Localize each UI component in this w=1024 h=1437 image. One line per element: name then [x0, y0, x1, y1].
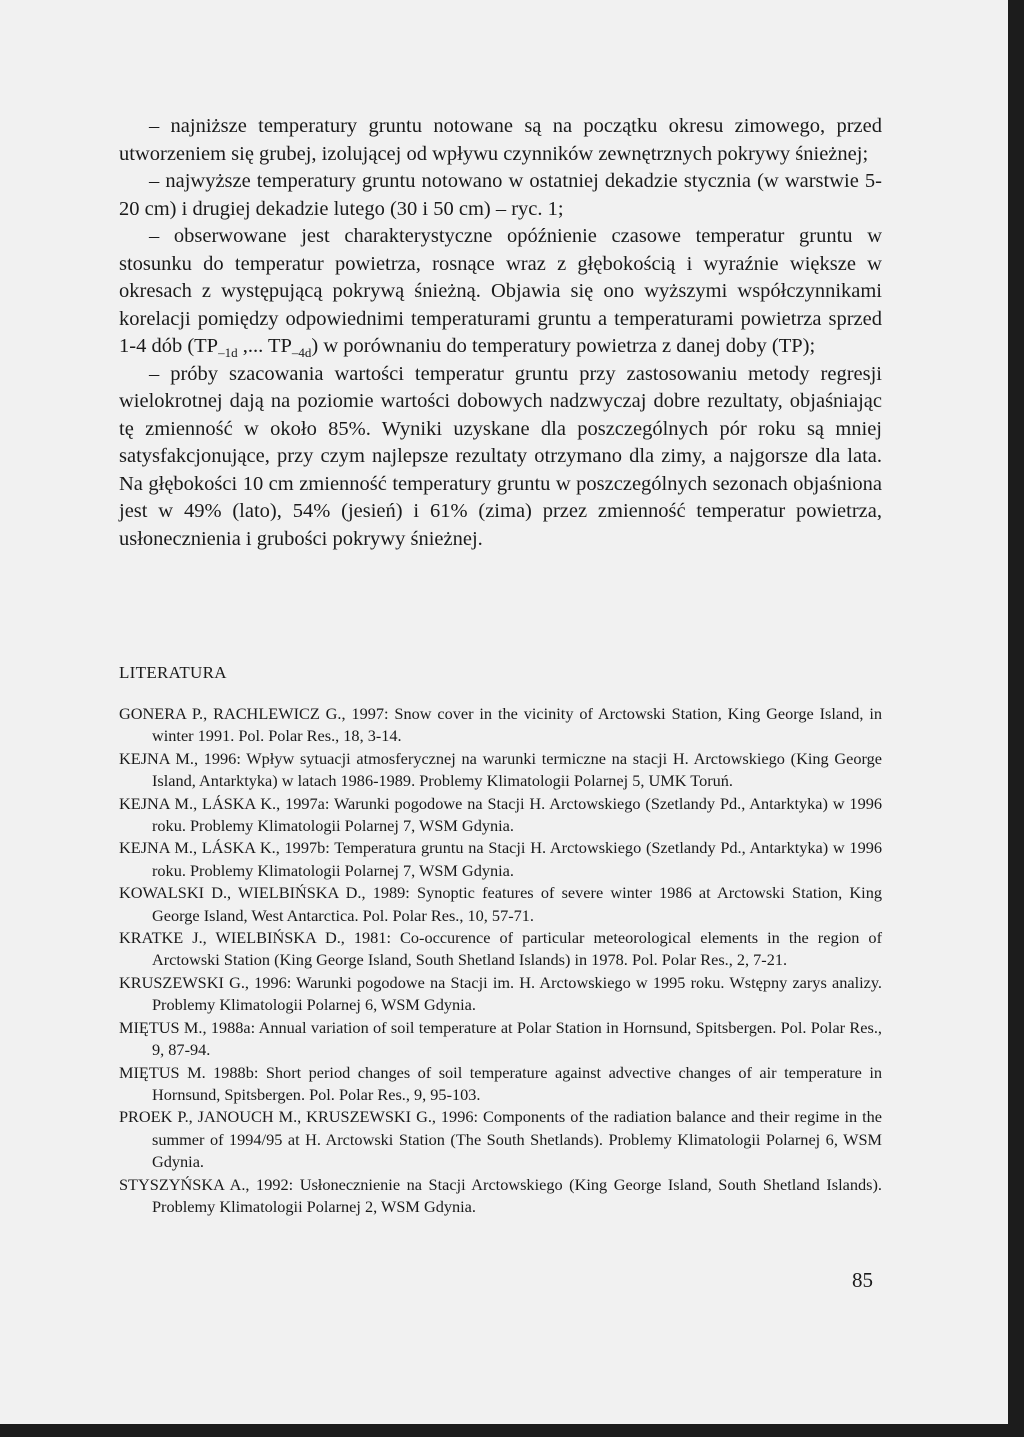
- reference-item: KOWALSKI D., WIELBIŃSKA D., 1989: Synoptic features of severe winter 1986 at Arctowski Station, King George Island, West Antarctica. Pol. Polar Res., 10, 57-71.: [119, 883, 882, 925]
- bullet-paragraph: – próby szacowania wartości temperatur gruntu przy zastosowaniu metody regresji wielokrotnej dają na poziomie wartości dobowych nadzwyczaj dobre rezultaty, objaśniając tę zmienność w około 85%. Wyniki uzyskane dla poszczególnych pór roku są mniej satysfakcjonujące, przy czym najlepsze rezultaty otrzymano dla zimy, a najgorsze dla lata. Na głębokości 10 cm zmienność temperatury gruntu w poszczególnych sezonach objaśniona jest w 49% (lato), 54% (jesień) i 61% (zima) przez zmienność temperatur powietrza, usłonecznienia i grubości pokrywy śnieżnej.: [119, 362, 882, 550]
- paragraph-text: ,... TP: [237, 335, 292, 357]
- bullet-paragraph: – najniższe temperatury gruntu notowane są na początku okresu zimowego, przed utworzeniem się grubej, izolującej od wpływu czynników zewnętrznych pokrywy śnieżnej;: [119, 115, 882, 165]
- reference-item: MIĘTUS M., 1988a: Annual variation of soil temperature at Polar Station in Hornsund, Spitsbergen. Pol. Polar Res., 9, 87-94.: [119, 1017, 882, 1060]
- bullet-paragraph: [119, 223, 882, 361]
- reference-item: MIĘTUS M. 1988b: Short period changes of soil temperature against advective changes of air temperature in Hornsund, Spitsbergen. Pol. Polar Res., 9, 95-103.: [119, 1062, 882, 1104]
- reference-item: PROEK P., JANOUCH M., KRUSZEWSKI G., 1996: Components of the radiation balance and their regime in the summer of 1994/95 at H. Arctowski Station (The South Shetlands). Problemy Klimatologii Polarnej 6, WSM Gdynia.: [119, 1107, 882, 1172]
- reference-item: KEJNA M., LÁSKA K., 1997a: Warunki pogodowe na Stacji H. Arctowskiego (Szetlandy Pd., Antarktyka) w 1996 roku. Problemy Klimatologii Polarnej 7, WSM Gdynia.: [119, 793, 882, 836]
- reference-item: KRUSZEWSKI G., 1996: Warunki pogodowe na Stacji im. H. Arctowskiego w 1995 roku. Wstępny zarys analizy. Problemy Klimatologii Polarnej 6, WSM Gdynia.: [119, 972, 882, 1015]
- body-text: [119, 113, 882, 553]
- subscript: –4d: [291, 345, 312, 361]
- paragraph-text: ) w porównaniu do temperatury powietrza z danej doby (TP);: [311, 335, 816, 357]
- page-number: 85: [852, 1268, 873, 1292]
- reference-list: [119, 703, 882, 1218]
- bullet-paragraph: – najwyższe temperatury gruntu notowano w ostatniej dekadzie stycznia (w warstwie 5-20 cm) i drugiej dekadzie lutego (30 i 50 cm) – ryc. 1;: [119, 170, 882, 220]
- reference-item: KEJNA M., 1996: Wpływ sytuacji atmosferycznej na warunki termiczne na stacji H. Arctowskiego (King George Island, Antarktyka) w latach 1986-1989. Problemy Klimatologii Polarnej 5, UMK Toruń.: [119, 748, 882, 791]
- literature-heading: LITERATURA: [119, 663, 227, 682]
- reference-item: KRATKE J., WIELBIŃSKA D., 1981: Co-occurence of particular meteorological elements in the region of Arctowski Station (King George Island, South Shetland Islands) in 1978. Pol. Polar Res., 2, 7-21.: [119, 928, 882, 970]
- subscript: –1d: [218, 345, 238, 361]
- paragraph-text: – obserwowane jest charakterystyczne opóźnienie czasowe temperatur gruntu w stosunku do temperatur powietrza, rosnące wraz z głębokością i wyraźnie większe w okresach z występującą pokrywą śnieżną. Objawia się ono wyższymi współczynnikami korelacji pomiędzy odpowiednimi temperaturami gruntu a temperaturami powietrza sprzed 1-4 dób (TP: [119, 225, 882, 357]
- reference-item: GONERA P., RACHLEWICZ G., 1997: Snow cover in the vicinity of Arctowski Station, King George Island, in winter 1991. Pol. Polar Res., 18, 3-14.: [119, 704, 882, 746]
- reference-item: KEJNA M., LÁSKA K., 1997b: Temperatura gruntu na Stacji H. Arctowskiego (Szetlandy Pd., Antarktyka) w 1996 roku. Problemy Klimatologii Polarnej 7, WSM Gdynia.: [119, 838, 882, 880]
- reference-item: STYSZYŃSKA A., 1992: Usłonecznienie na Stacji Arctowskiego (King George Island, South Shetland Islands). Problemy Klimatologii Polarnej 2, WSM Gdynia.: [119, 1174, 882, 1216]
